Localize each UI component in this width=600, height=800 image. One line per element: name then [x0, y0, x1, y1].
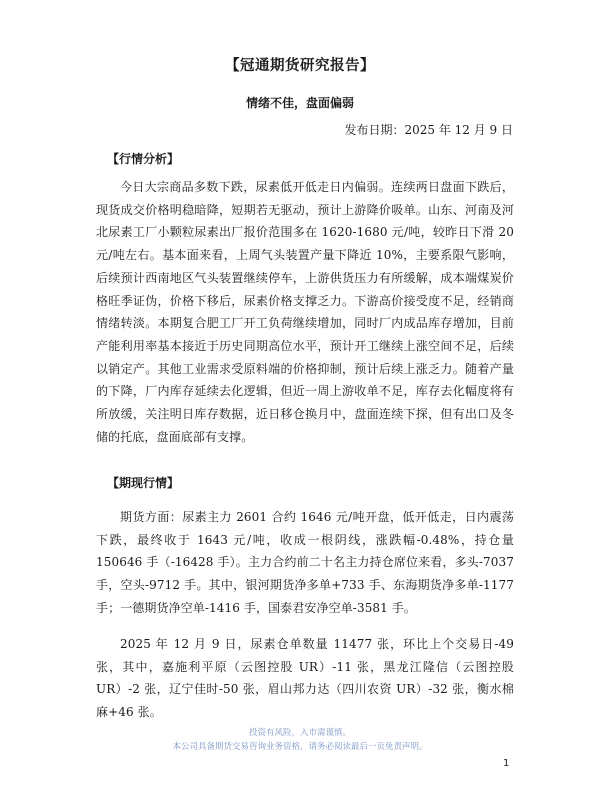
report-title: 【冠通期货研究报告】 [225, 58, 375, 74]
futures-paragraph: 期货方面：尿素主力 2601 合约 1646 元/吨开盘，低开低走，日内震荡下跌，最终收于 1643 元/吨，收成一根阴线，涨跌幅-0.48%，持仓量 150646 手（-16428 手）。主力合约前二十名主力持仓席位来看，多头-7037 手，空头-9712 手。其中，银河期货净多单+733 手、东海期货净多单-1177 手；一德期货净空单-1416 手，国泰君安净空单-3581 手。 [96, 510, 514, 615]
warehouse-receipt-paragraph: 2025 年 12 月 9 日，尿素仓单数量 11477 张，环比上个交易日-49 张，其中，嘉施利平原（云图控股 UR）-11 张，黑龙江隆信（云图控股 UR）-2 张，辽宁佳时-50 张，眉山邦力达（四川农资 UR）-32 张，衡水棉麻+46 张。 [96, 637, 514, 720]
section-title-futures-spot: 【期现行情】 [107, 476, 180, 490]
market-analysis-paragraph: 今日大宗商品多数下跌，尿素低开低走日内偏弱。连续两日盘面下跌后，现货成交价格明稳暗降，短期若无驱动，预计上游降价吸单。山东、河南及河北尿素工厂小颗粒尿素出厂报价范围多在 1620-1680 元/吨，较昨日下滑 20 元/吨左右。基本面来看，上周气头装置产量下降近 10%，主要系限气影响，后续预计西南地区气头装置继续停车，上游供货压力有所缓解，成本端煤炭价格旺季证伪，价格下移后，尿素价格支撑乏力。下游高价接受度不足，经销商情绪转淡。本期复合肥工厂开工负荷继续增加，同时厂内成品库存增加，目前产能利用率基本接近于历史同期高位水平，预计开工继续上涨空间不足，后续以销定产。其他工业需求受原料端的价格抑制，预计后续上涨乏力。随着产量的下降，厂内库存延续去化逻辑，但近一周上游收单不足，库存去化幅度将有所放缓，关注明日库存数据，近日移仓换月中，盘面连续下探，但有出口及冬储的托底，盘面底部有支撑。 [96, 180, 514, 444]
publish-date: 发布日期：2025 年 12 月 9 日 [344, 123, 513, 137]
section-title-market-analysis: 【行情分析】 [107, 152, 180, 166]
page-number: 1 [503, 758, 510, 769]
risk-notice: 投资有风险，入市需谨慎。 [248, 728, 351, 738]
disclaimer-note: 本公司具备期货交易咨询业务资格，请务必阅读最后一页免责声明。 [172, 742, 428, 752]
report-subtitle: 情绪不佳，盘面偏弱 [245, 96, 354, 110]
